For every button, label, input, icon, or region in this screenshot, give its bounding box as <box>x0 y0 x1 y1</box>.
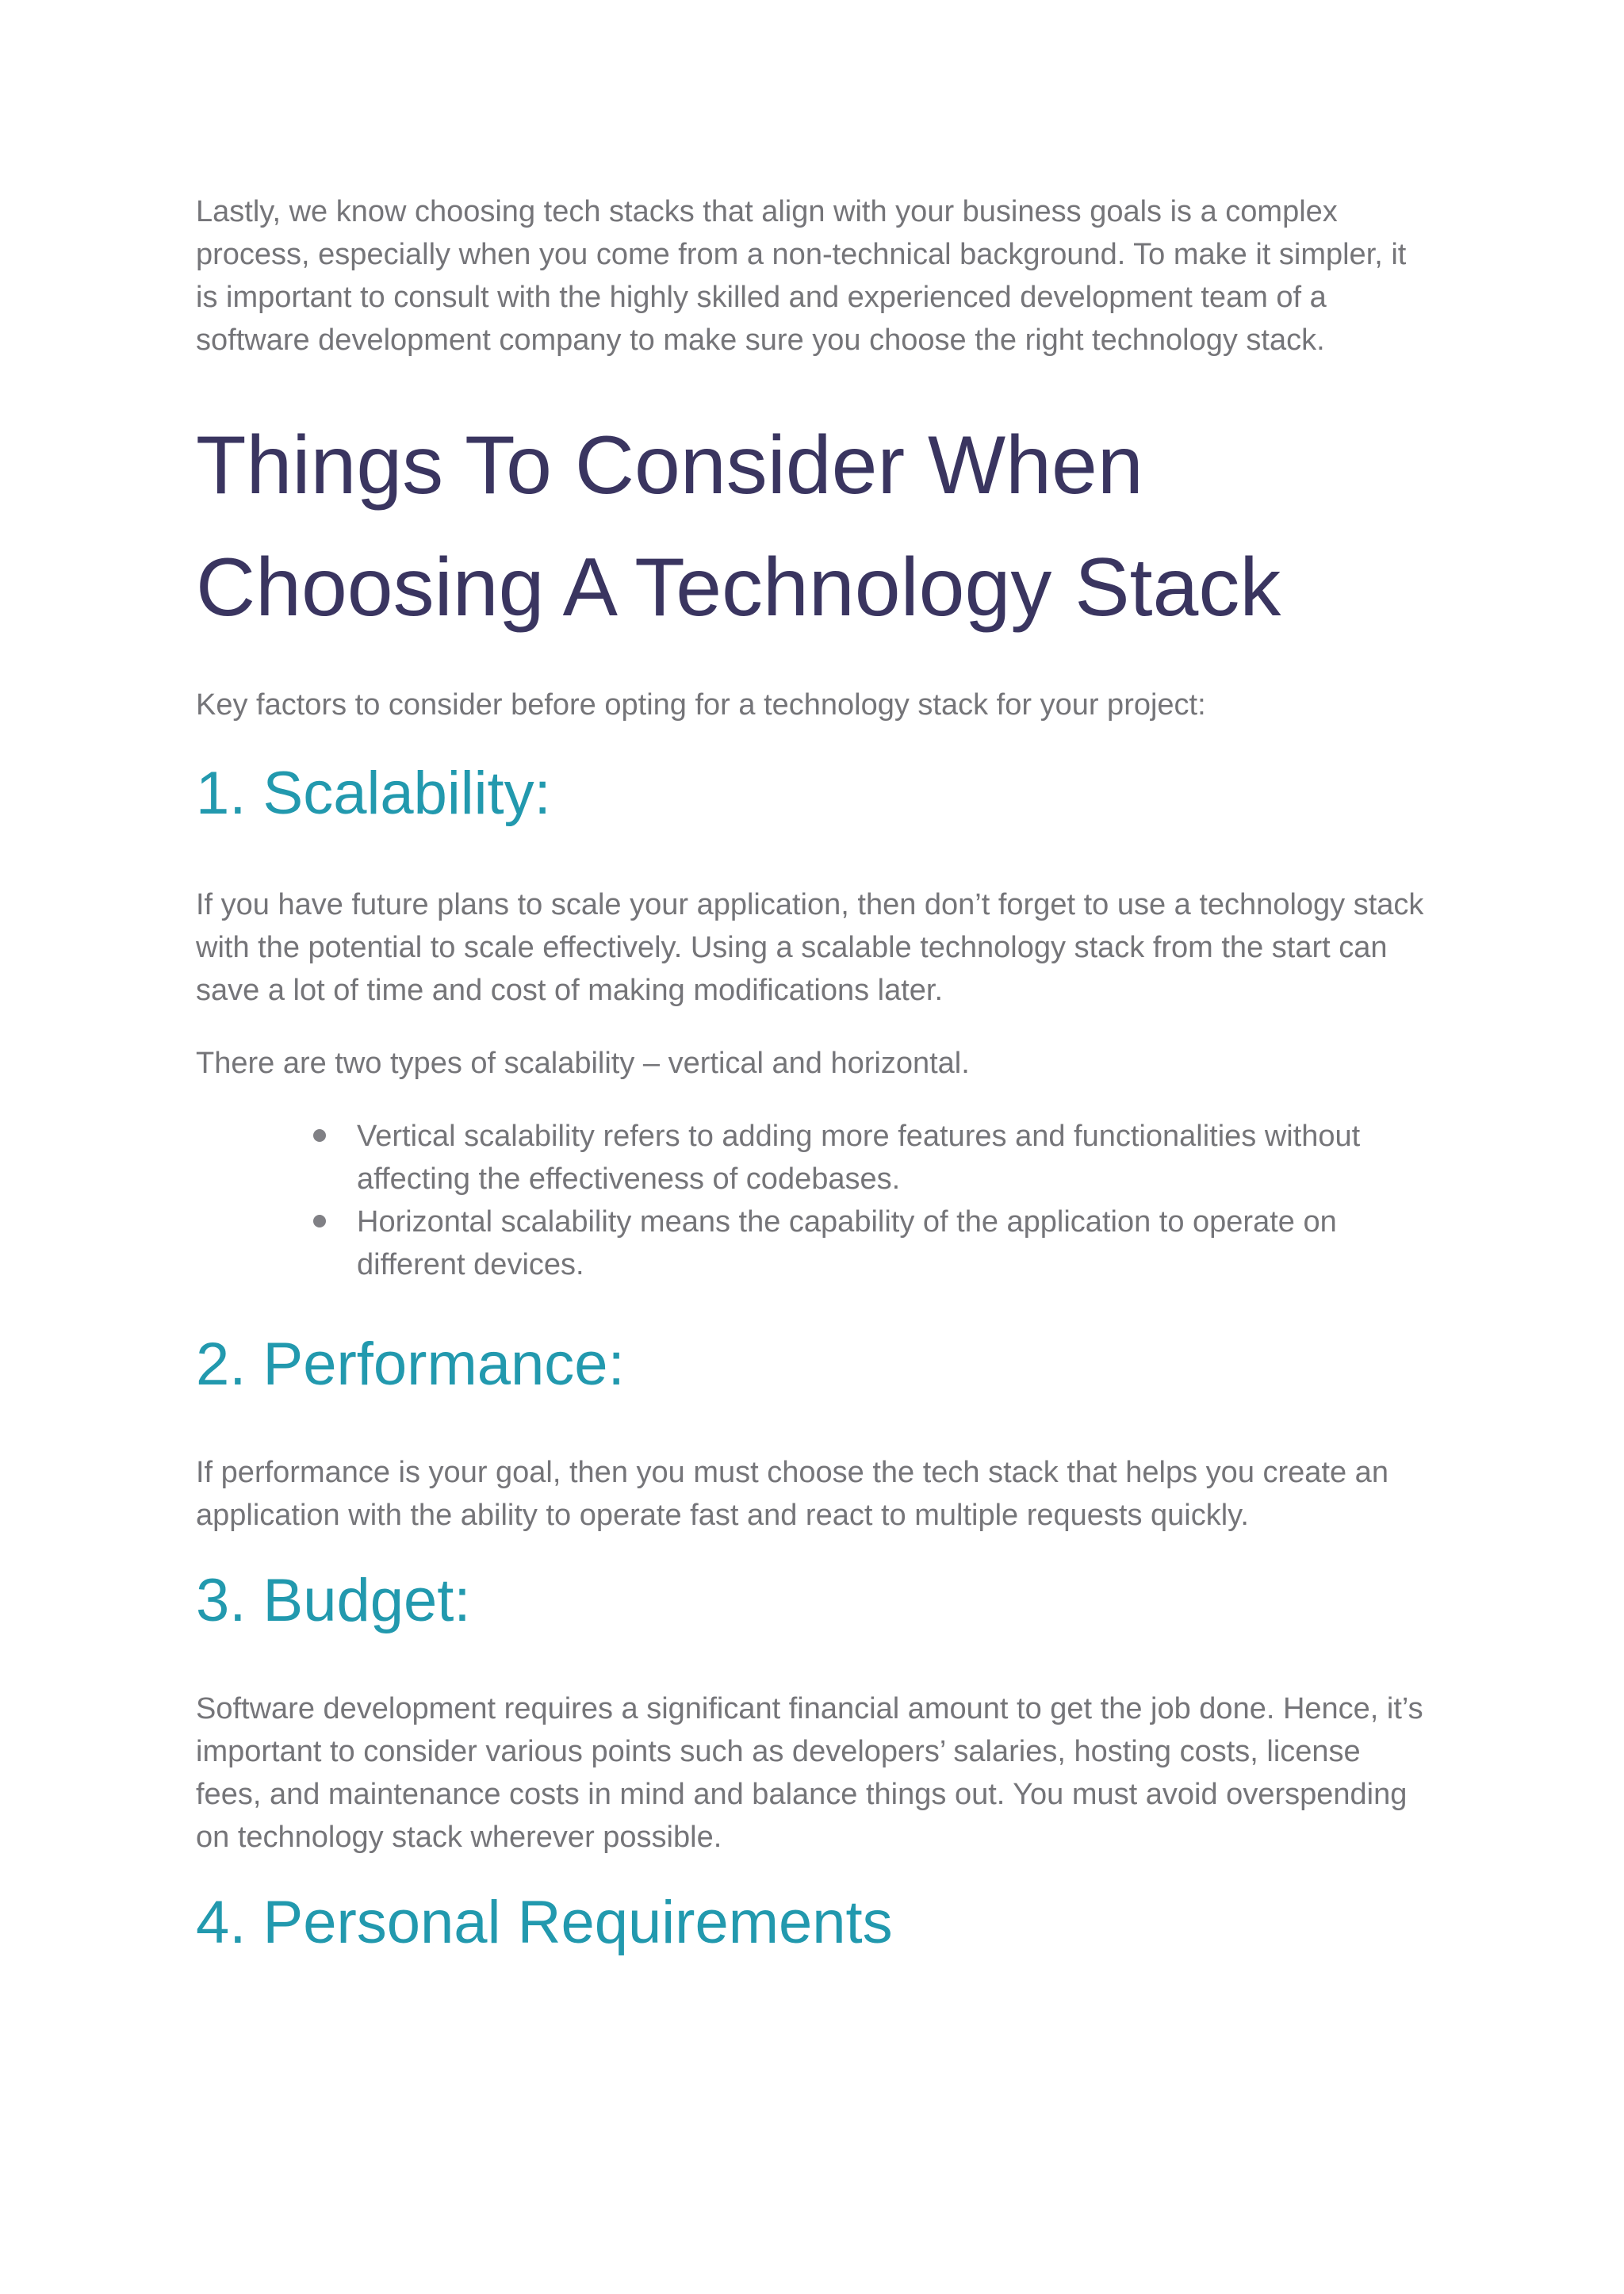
intro-paragraph: Lastly, we know choosing tech stacks that align with your business goals is a complex process, especially when you come from a non-technical background. To make it simpler, it is important to consult with the highly skilled and experienced development team of a software development company to make sure you choose the right technology stack. <box>196 195 1407 357</box>
lead-paragraph: Key factors to consider before opting for a technology stack for your project: <box>196 688 1206 722</box>
scalability-types-paragraph: There are two types of scalability – vertical and horizontal. <box>196 1047 970 1080</box>
performance-paragraph: If performance is your goal, then you must choose the tech stack that helps you create an application with the ability to operate fast and react to multiple requests quickly. <box>196 1456 1388 1532</box>
section-heading-performance: 2. Performance: <box>196 1331 625 1398</box>
section-heading-personal-requirements: 4. Personal Requirements <box>196 1889 893 1956</box>
scalability-paragraph: If you have future plans to scale your application, then don’t forget to use a technology stack with the potential to scale effectively. Using a scalable technology stack from the start can save a lot of time and cost of making modifications later. <box>196 888 1424 1007</box>
section-heading-budget: 3. Budget: <box>196 1567 471 1634</box>
bullet-dot-icon <box>313 1215 326 1227</box>
bullet-text: Vertical scalability refers to adding more features and functionalities without affecting the effectiveness of codebases. <box>357 1120 1361 1196</box>
bullet-text: Horizontal scalability means the capability of the application to operate on different devices. <box>357 1205 1337 1281</box>
scalability-bullet-list <box>196 1115 1433 1286</box>
list-item <box>357 1201 1433 1286</box>
budget-paragraph: Software development requires a significant financial amount to get the job done. Hence, it’s important to consider various points such as developers’ salaries, hosting costs, license fees, and maintenance costs in mind and balance things out. You must avoid overspending on technology stack wherever possible. <box>196 1692 1423 1854</box>
list-item <box>357 1115 1433 1201</box>
section-heading-scalability: 1. Scalability: <box>196 760 551 827</box>
document-page <box>196 190 1433 1959</box>
bullet-dot-icon <box>313 1129 326 1142</box>
page-title: Things To Consider When Choosing A Technology Stack <box>196 419 1281 634</box>
